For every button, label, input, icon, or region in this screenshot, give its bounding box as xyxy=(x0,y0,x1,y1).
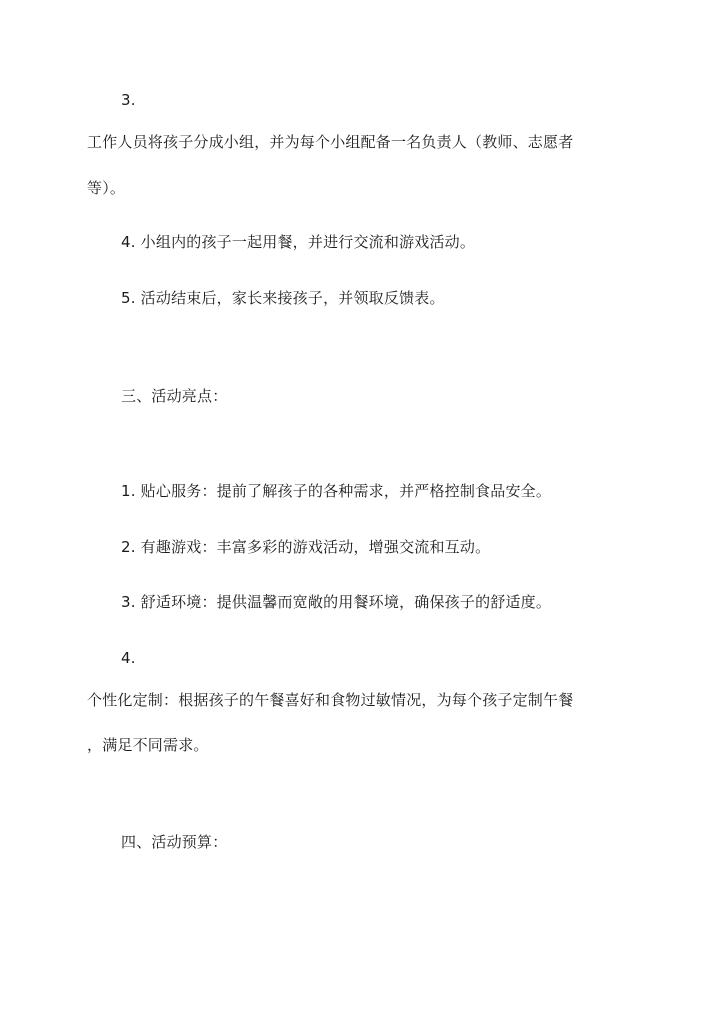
step-3-text-line-2: 等）。 xyxy=(87,179,126,197)
highlight-2-text: 2. 有趣游戏：丰富多彩的游戏活动，增强交流和互动。 xyxy=(121,538,491,556)
step-3-number: 3. xyxy=(121,91,136,109)
highlight-4-text-line-1: 个性化定制：根据孩子的午餐喜好和食物过敏情况，为每个孩子定制午餐 xyxy=(87,691,574,709)
step-4-text: 4. 小组内的孩子一起用餐，并进行交流和游戏活动。 xyxy=(121,233,476,251)
highlight-3-text: 3. 舒适环境：提供温馨而宽敞的用餐环境，确保孩子的舒适度。 xyxy=(121,593,552,611)
highlight-1-text: 1. 贴心服务：提前了解孩子的各种需求，并严格控制食品安全。 xyxy=(121,482,552,500)
section-4-heading: 四、活动预算： xyxy=(121,833,228,851)
step-5-text: 5. 活动结束后，家长来接孩子，并领取反馈表。 xyxy=(121,289,445,307)
highlight-4-text-line-2: ，满足不同需求。 xyxy=(87,736,209,754)
step-3-text-line-1: 工作人员将孩子分成小组，并为每个小组配备一名负责人（教师、志愿者 xyxy=(87,133,574,151)
highlight-4-number: 4. xyxy=(121,649,136,667)
section-3-heading: 三、活动亮点： xyxy=(121,387,228,405)
